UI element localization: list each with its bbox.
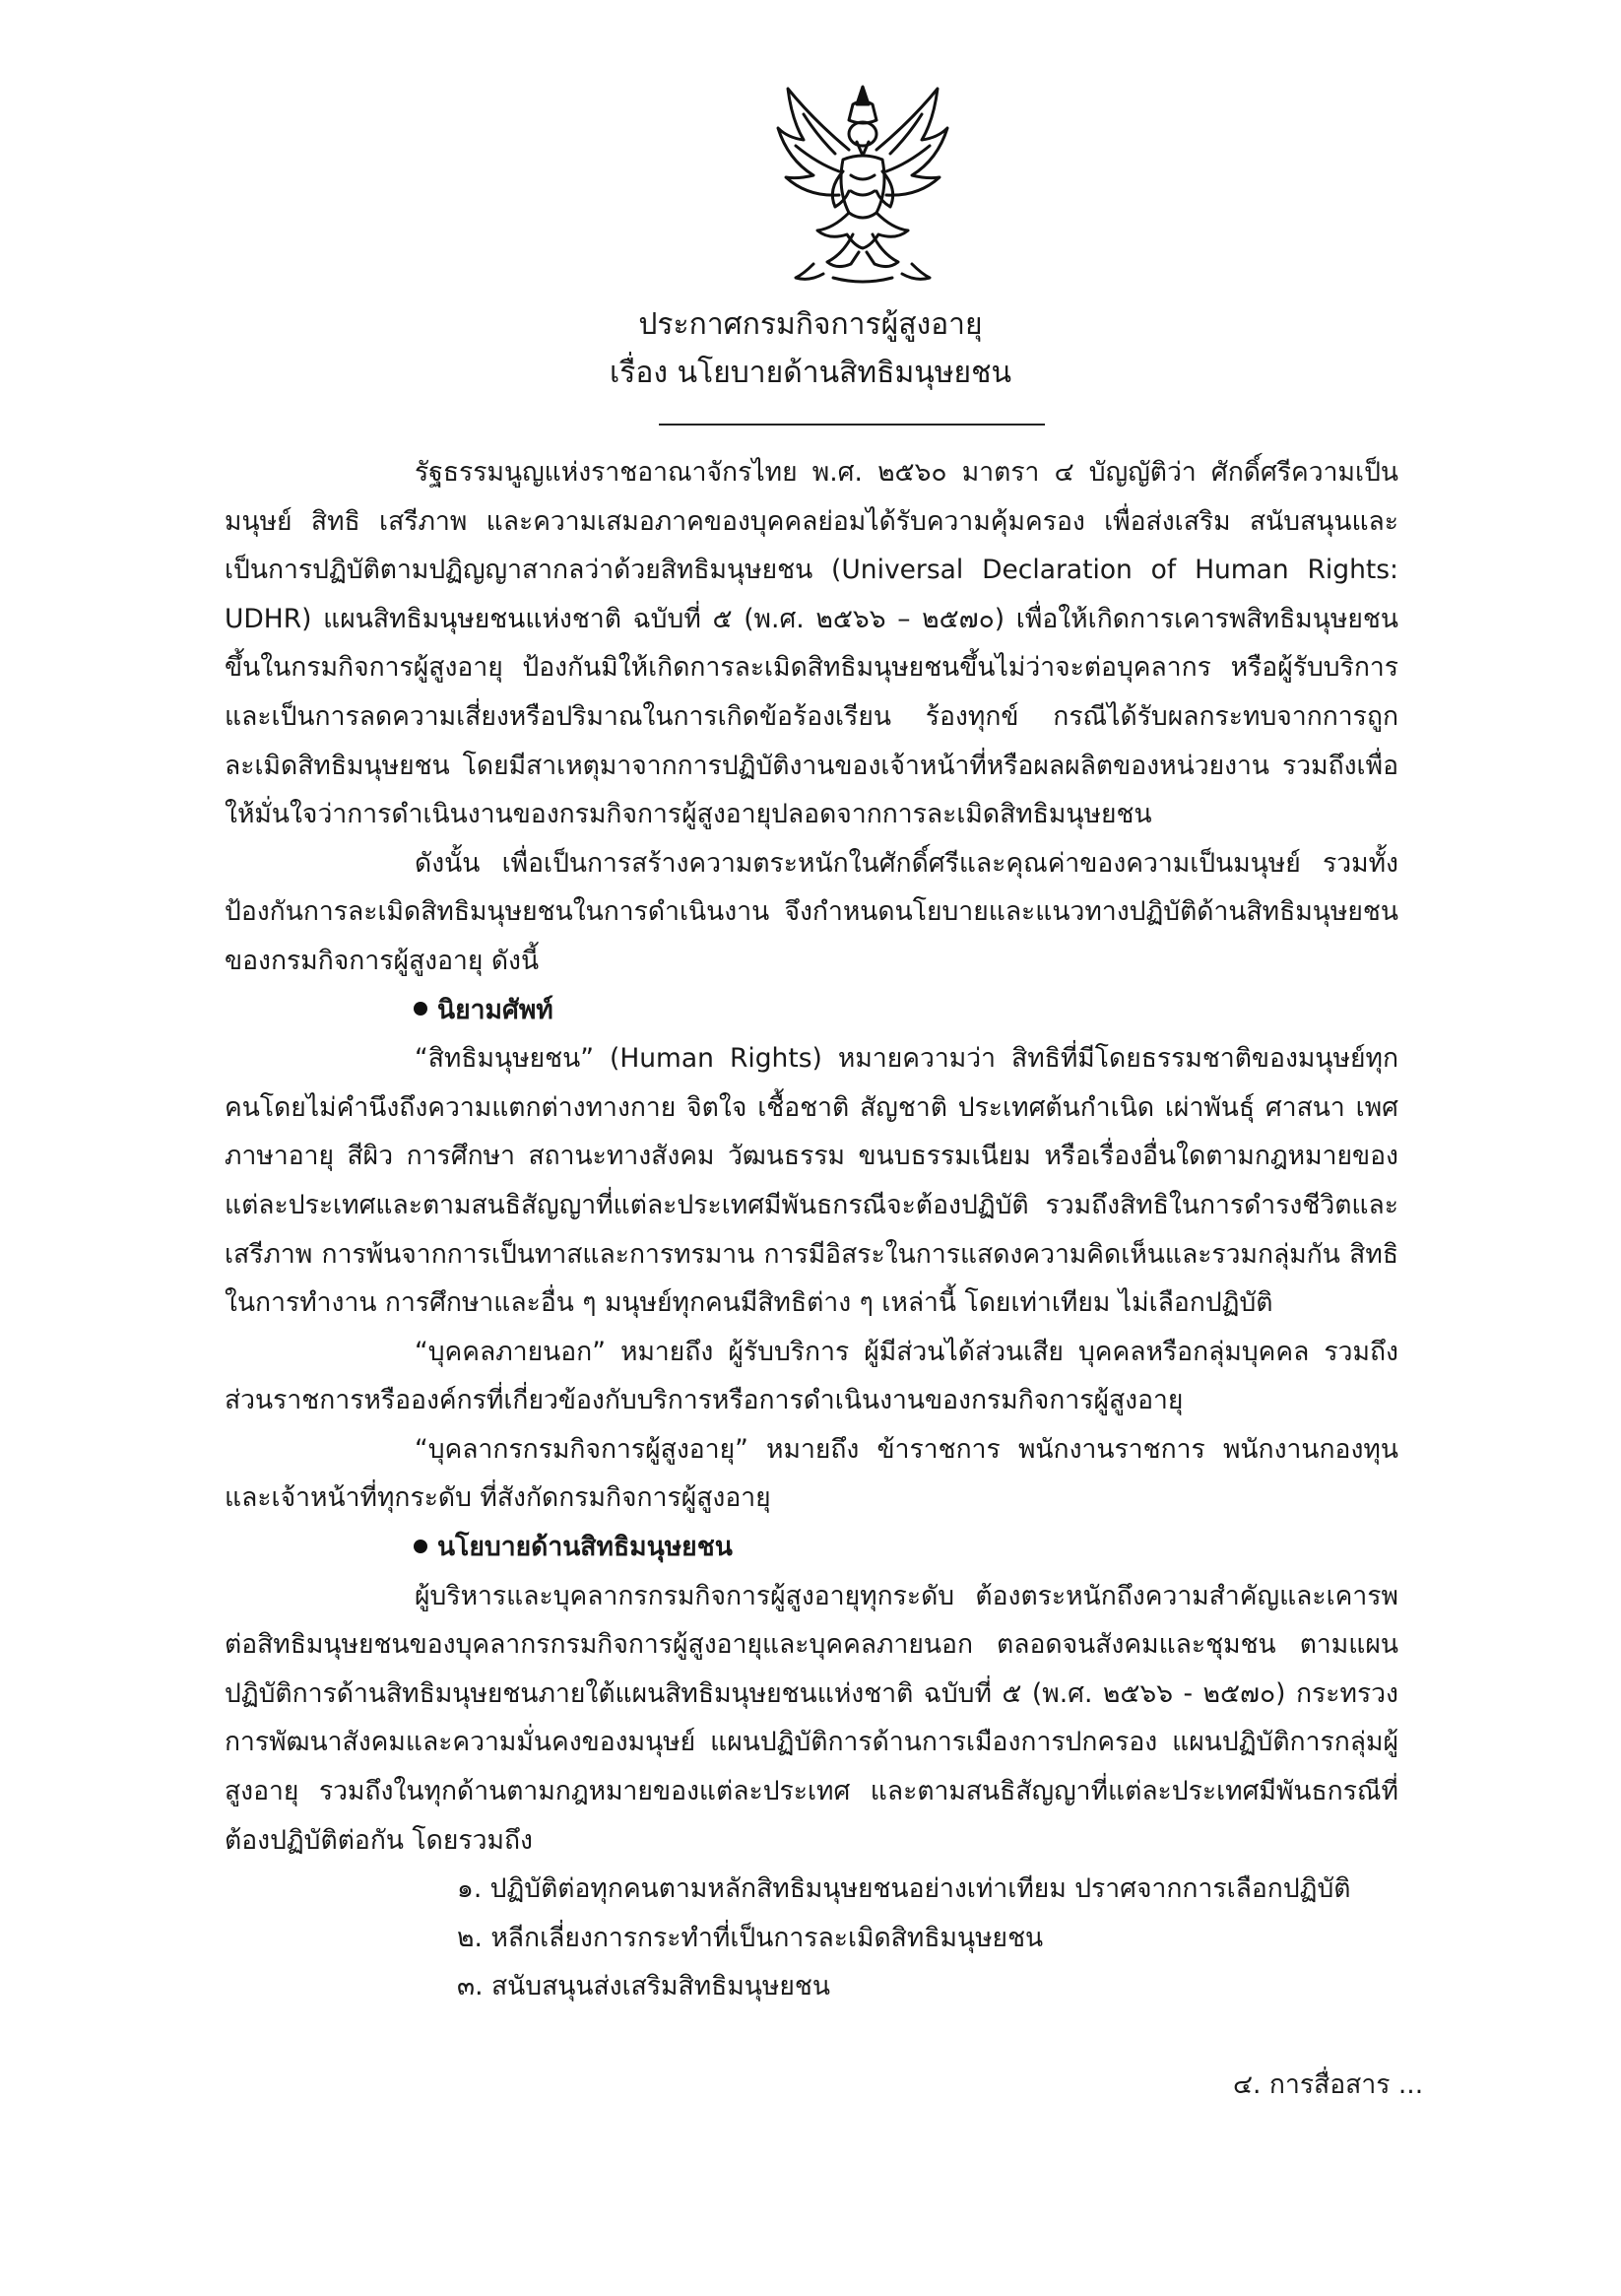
title-divider [659,424,1045,426]
document-body [225,448,1398,2011]
policy-item-3: ๓. สนับสนุนส่งเสริมสิทธิมนุษยชน [457,1971,831,2002]
definitions-heading-label: นิยามศัพท์ [437,994,553,1025]
policy-item-2: ๒. หลีกเลี่ยงการกระทำที่เป็นการละเมิดสิทธิมนุษยชน [457,1922,1044,1953]
definition-human-rights: “สิทธิมนุษยชน” (Human Rights) หมายความว่า สิทธิที่มีโดยธรรมชาติของมนุษย์ทุกคนโดยไม่คำนึงถึงความแตกต่างทางกาย จิตใจ เชื้อชาติ สัญชาติ ประเทศต้นกำเนิด เผ่าพันธุ์ ศาสนา เพศ ภาษาอายุ สีผิว การศึกษา สถานะทางสังคม วัฒนธรรม ขนบธรรมเนียม หรือเรื่องอื่นใดตามกฎหมายของแต่ละประเทศและตามสนธิสัญญาที่แต่ละประเทศมีพันธกรณีจะต้องปฏิบัติ รวมถึงสิทธิในการดำรงชีวิตและเสรีภาพ การพ้นจากการเป็นทาสและการทรมาน การมีอิสระในการแสดงความคิดเห็นและรวมกลุ่มกัน สิทธิในการทำงาน การศึกษาและอื่น ๆ มนุษย์ทุกคนมีสิทธิต่าง ๆ เหล่านี้ โดยเท่าเทียม ไม่เลือกปฏิบัติ [225,1043,1398,1319]
page-continuation: ๔. การสื่อสาร ... [1233,2069,1424,2100]
bullet-icon [414,1540,427,1553]
intro-paragraph: รัฐธรรมนูญแห่งราชอาณาจักรไทย พ.ศ. ๒๕๖๐ มาตรา ๔ บัญญัติว่า ศักดิ์ศรีความเป็นมนุษย์ สิทธิ เสรีภาพ และความเสมอภาคของบุคคลย่อมได้รับความคุ้มครอง เพื่อส่งเสริม สนับสนุนและเป็นการปฏิบัติตามปฏิญญาสากลว่าด้วยสิทธิมนุษยชน (Universal Declaration of Human Rights: UDHR) แผนสิทธิมนุษยชนแห่งชาติ ฉบับที่ ๕ (พ.ศ. ๒๕๖๖ – ๒๕๗๐) เพื่อให้เกิดการเคารพสิทธิมนุษยชนขึ้นในกรมกิจการผู้สูงอายุ ป้องกันมิให้เกิดการละเมิดสิทธิมนุษยชนขึ้นไม่ว่าจะต่อบุคลากร หรือผู้รับบริการ และเป็นการลดความเสี่ยงหรือปริมาณในการเกิดข้อร้องเรียน ร้องทุกข์ กรณีได้รับผลกระทบจากการถูกละเมิดสิทธิมนุษยชน โดยมีสาเหตุมาจากการปฏิบัติงานของเจ้าหน้าที่หรือผลผลิตของหน่วยงาน รวมถึงเพื่อให้มั่นใจว่าการดำเนินงานของกรมกิจการผู้สูงอายุปลอดจากการละเมิดสิทธิมนุษยชน [225,457,1398,830]
policy-heading-label: นโยบายด้านสิทธิมนุษยชน [437,1532,733,1563]
definition-personnel: “บุคลากรกรมกิจการผู้สูงอายุ” หมายถึง ข้าราชการ พนักงานราชการ พนักงานกองทุนและเจ้าหน้าที่ทุกระดับ ที่สังกัดกรมกิจการผู้สูงอายุ [225,1433,1398,1514]
policy-item-1: ๑. ปฏิบัติต่อทุกคนตามหลักสิทธิมนุษยชนอย่างเท่าเทียม ปราศจากการเลือกปฏิบัติ [457,1873,1351,1905]
policy-paragraph: ผู้บริหารและบุคลากรกรมกิจการผู้สูงอายุทุกระดับ ต้องตระหนักถึงความสำคัญและเคารพต่อสิทธิมนุษยชนของบุคลากรกรมกิจการผู้สูงอายุและบุคคลภายนอก ตลอดจนสังคมและชุมชน ตามแผนปฏิบัติการด้านสิทธิมนุษยชนภายใต้แผนสิทธิมนุษยชนแห่งชาติ ฉบับที่ ๕ (พ.ศ. ๒๕๖๖ - ๒๕๗๐) กระทรวงการพัฒนาสังคมและความมั่นคงของมนุษย์ แผนปฏิบัติการด้านการเมืองการปกครอง แผนปฏิบัติการกลุ่มผู้สูงอายุ รวมถึงในทุกด้านตามกฎหมายของแต่ละประเทศ และตามสนธิสัญญาที่แต่ละประเทศมีพันธกรณีที่ต้องปฏิบัติต่อกัน โดยรวมถึง [225,1580,1398,1856]
bullet-icon [414,1002,427,1016]
definition-outsiders: “บุคคลภายนอก” หมายถึง ผู้รับบริการ ผู้มีส่วนได้ส่วนเสีย บุคคลหรือกลุ่มบุคคล รวมถึงส่วนราชการหรือองค์กรที่เกี่ยวข้องกับบริการหรือการดำเนินงานของกรมกิจการผู้สูงอายุ [225,1336,1398,1416]
announcement-title: ประกาศกรมกิจการผู้สูงอายุ [638,307,983,342]
announcement-subject: เรื่อง นโยบายด้านสิทธิมนุษยชน [610,356,1011,390]
garuda-emblem-icon [774,81,951,288]
policy-heading [225,1523,1398,1572]
purpose-paragraph: ดังนั้น เพื่อเป็นการสร้างความตระหนักในศักดิ์ศรีและคุณค่าของความเป็นมนุษย์ รวมทั้งป้องกันการละเมิดสิทธิมนุษยชนในการดำเนินงาน จึงกำหนดนโยบายและแนวทางปฏิบัติด้านสิทธิมนุษยชนของกรมกิจการผู้สูงอายุ ดังนี้ [225,847,1398,976]
definitions-heading [225,986,1398,1035]
